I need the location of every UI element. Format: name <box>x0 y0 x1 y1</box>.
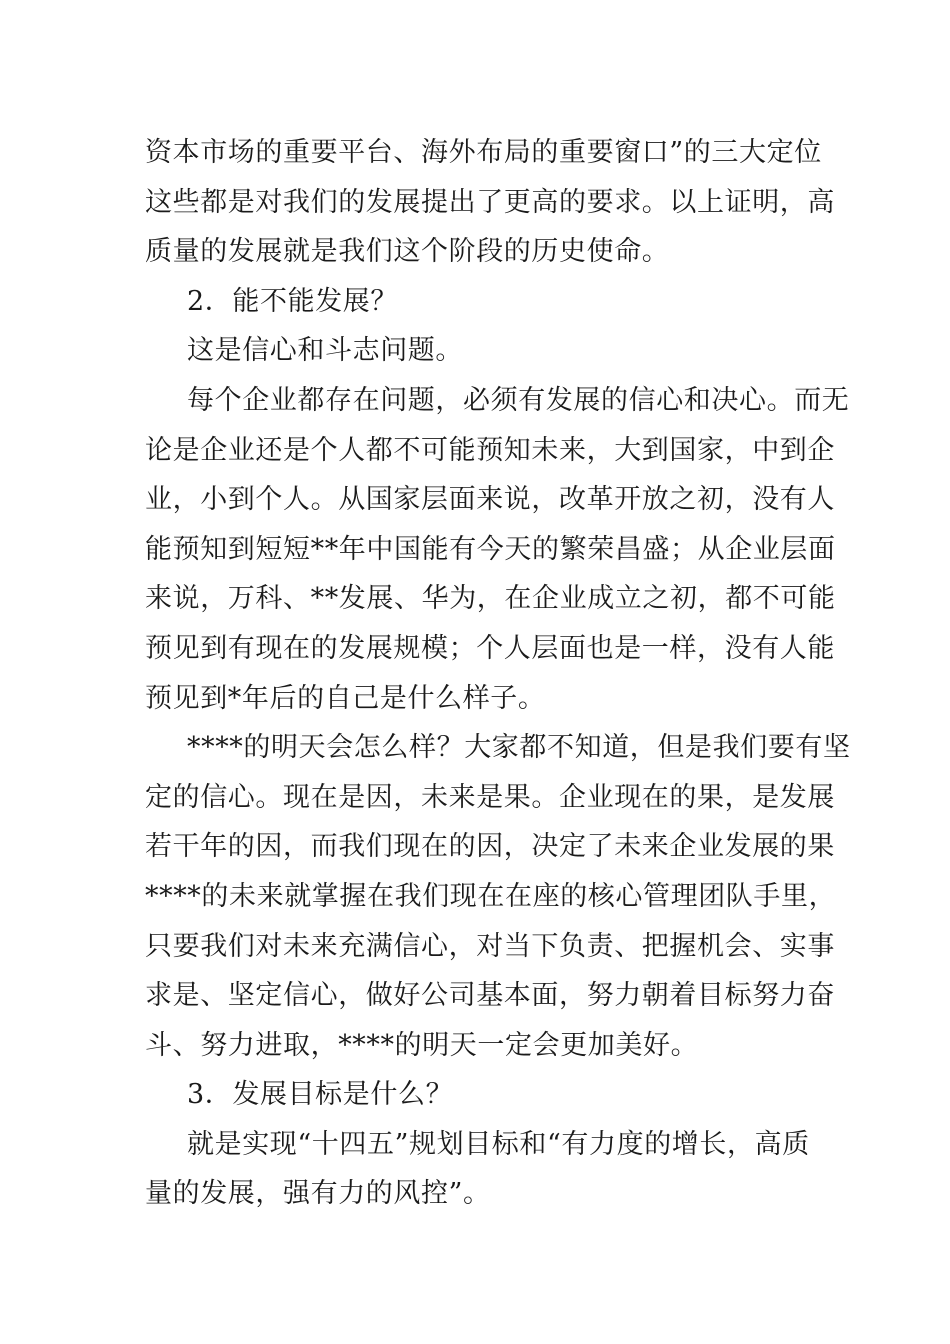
document-body <box>145 128 851 1219</box>
text-line: 定的信心。现在是因，未来是果。企业现在的果，是发展 <box>145 781 835 813</box>
section-heading-2 <box>145 277 810 327</box>
text-line: 若干年的因，而我们现在的因，决定了未来企业发展的果 <box>145 831 835 863</box>
text-line: 预见到*年后的自己是什么样子。 <box>145 682 546 714</box>
section-heading-3 <box>145 1070 810 1120</box>
paragraph-confidence-question <box>145 326 810 376</box>
text-line: 论是企业还是个人都不可能预知未来，大到国家，中到企 <box>145 434 835 466</box>
text-line: 来说，万科、**发展、华为，在企业成立之初，都不可能 <box>145 583 836 615</box>
paragraph-tomorrow <box>145 723 851 1070</box>
heading-text: 3．发展目标是什么？ <box>187 1079 454 1111</box>
text-line: 这是信心和斗志问题。 <box>187 335 463 367</box>
text-line: 质量的发展就是我们这个阶段的历史使命。 <box>145 236 670 268</box>
text-line: 业，小到个人。从国家层面来说，改革开放之初，没有人 <box>145 484 835 516</box>
text-line: 只要我们对未来充满信心，对当下负责、把握机会、实事 <box>145 930 835 962</box>
paragraph-goal <box>145 1120 810 1219</box>
text-line: 斗、努力进取，****的明天一定会更加美好。 <box>145 1029 699 1061</box>
text-line: 能预知到短短**年中国能有今天的繁荣昌盛；从企业层面 <box>145 533 836 565</box>
text-line: 资本市场的重要平台、海外布局的重要窗口”的三大定位 <box>145 137 822 168</box>
text-line: 求是、坚定信心，做好公司基本面，努力朝着目标努力奋 <box>145 980 835 1012</box>
paragraph-future-unknown <box>145 376 850 723</box>
text-line: 每个企业都存在问题，必须有发展的信心和决心。而无 <box>187 384 850 416</box>
text-line: 预见到有现在的发展规模；个人层面也是一样，没有人能 <box>145 632 835 664</box>
paragraph-continuation <box>145 128 835 277</box>
text-line: ****的明天会怎么样？大家都不知道，但是我们要有坚 <box>187 732 851 764</box>
text-line: 这些都是对我们的发展提出了更高的要求。以上证明，高 <box>145 186 835 218</box>
heading-text: 2．能不能发展？ <box>187 285 398 317</box>
text-line: 就是实现“十四五”规划目标和“有力度的增长，高质 <box>187 1128 810 1160</box>
text-line: ****的未来就掌握在我们现在在座的核心管理团队手里， <box>145 880 837 912</box>
text-line: 量的发展，强有力的风控”。 <box>145 1178 491 1210</box>
